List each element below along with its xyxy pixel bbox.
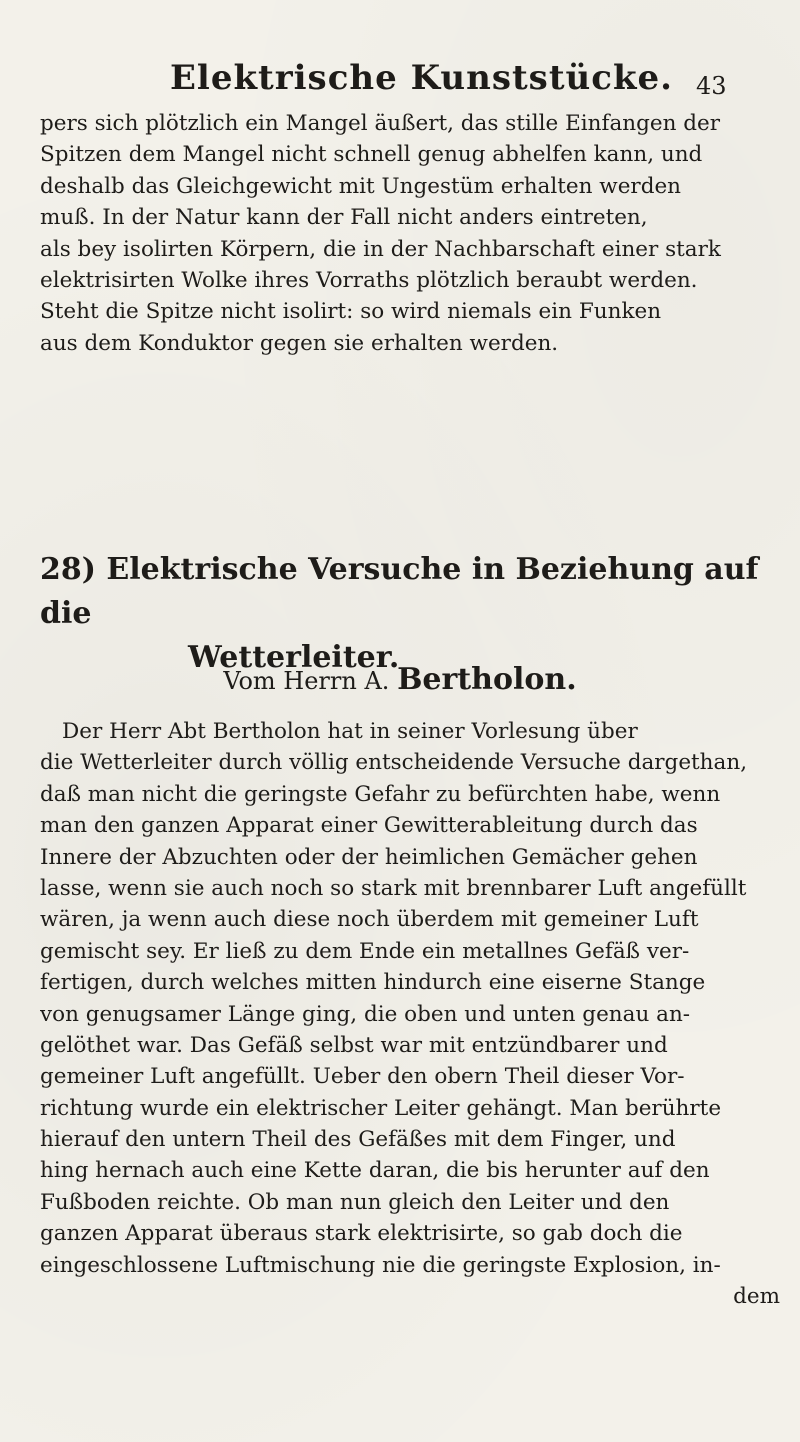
text-line: Innere der Abzuchten oder der heimlichen Gemächer gehen <box>40 844 698 870</box>
paragraph-1 <box>40 108 780 359</box>
text-line: die Wetterleiter durch völlig entscheidende Versuche dargethan, <box>40 750 748 776</box>
text-line: Fußboden reichte. Ob man nun gleich den Leiter und den <box>40 1189 670 1215</box>
byline <box>0 662 800 697</box>
text-line: hing hernach auch eine Kette daran, die bis herunter auf den <box>40 1158 710 1184</box>
page-number: 43 <box>696 72 727 100</box>
text-line: pers sich plötzlich ein Mangel äußert, das stille Einfangen der <box>40 111 721 136</box>
text-line: als bey isolirten Körpern, die in der Nachbarschaft einer stark <box>40 236 721 262</box>
text-line: daß man nicht die geringste Gefahr zu befürchten habe, wenn <box>40 781 721 807</box>
text-line: richtung wurde ein elektrischer Leiter gehängt. Man berührte <box>40 1095 722 1121</box>
text-line: muß. In der Natur kann der Fall nicht anders eintreten, <box>40 205 648 231</box>
paragraph-2 <box>40 716 780 1312</box>
running-head <box>0 58 800 108</box>
section-heading <box>40 548 780 680</box>
section-title-line-2: Wetterleiter. <box>188 640 400 675</box>
text-line: ganzen Apparat überaus stark elektrisirte, so gab doch die <box>40 1221 683 1247</box>
text-line: fertigen, durch welches mitten hindurch eine eiserne Stange <box>40 970 706 996</box>
byline-prefix: Vom Herrn A. <box>223 667 390 695</box>
text-line: deshalb das Gleichgewicht mit Ungestüm erhalten werden <box>40 173 682 199</box>
text-line: Steht die Spitze nicht isolirt: so wird niemals ein Funken <box>40 299 662 325</box>
text-line: wären, ja wenn auch diese noch überdem mit gemeiner Luft <box>40 907 699 933</box>
text-line: eingeschlossene Luftmischung nie die geringste Explosion, in- <box>40 1252 721 1278</box>
text-line: Der Herr Abt Bertholon hat in seiner Vorlesung über <box>62 719 638 744</box>
text-line: lasse, wenn sie auch noch so stark mit brennbarer Luft angefüllt <box>40 875 747 901</box>
text-line: gemischt sey. Er ließ zu dem Ende ein metallnes Gefäß ver- <box>40 938 690 964</box>
section-title-line-1: Elektrische Versuche in Beziehung auf die <box>40 552 759 631</box>
catchword: dem <box>733 1284 780 1310</box>
text-line: man den ganzen Apparat einer Gewitterableitung durch das <box>40 813 698 839</box>
section-number: 28) <box>40 552 96 587</box>
text-line: Spitzen dem Mangel nicht schnell genug abhelfen kann, und <box>40 142 703 168</box>
text-line: aus dem Konduktor gegen sie erhalten werden. <box>40 330 559 356</box>
text-line: gelöthet war. Das Gefäß selbst war mit entzündbarer und <box>40 1032 668 1058</box>
text-line: gemeiner Luft angefüllt. Ueber den obern Theil dieser Vor- <box>40 1064 685 1090</box>
text-line: elektrisirten Wolke ihres Vorraths plötzlich beraubt werden. <box>40 267 698 293</box>
text-line: hierauf den untern Theil des Gefäßes mit dem Finger, und <box>40 1127 676 1153</box>
running-title: Elektrische Kunststücke. <box>170 58 673 98</box>
text-line: von genugsamer Länge ging, die oben und unten genau an- <box>40 1001 691 1027</box>
byline-author: Bertholon. <box>397 662 577 697</box>
